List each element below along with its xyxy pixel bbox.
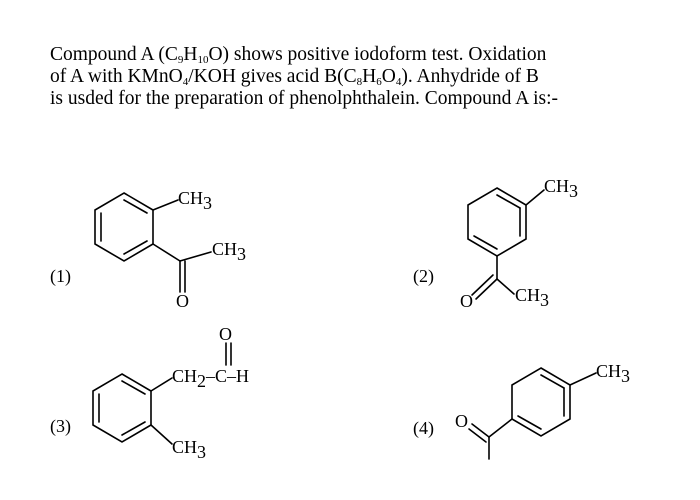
question-line-3: is usded for the preparation of phenolphthalein. Compound A is:- <box>50 88 558 109</box>
option-3-benzene-ring <box>93 374 151 442</box>
option-4-benzene-ring <box>512 368 570 436</box>
option-2-ch3-bottom: CH3 <box>515 285 550 310</box>
option-1[interactable] <box>50 188 246 311</box>
option-3[interactable] <box>50 324 249 462</box>
question-line-1: Compound A $(C_9H_{10}O)$ shows positive iodoform test. Oxidation <box>50 44 547 66</box>
option-3-structure <box>93 343 231 444</box>
option-1-ch3-top: CH3 <box>178 188 213 213</box>
option-2-structure <box>468 188 544 299</box>
option-3-chain: CH2–C–H <box>172 366 250 391</box>
option-3-oxygen: O <box>219 324 232 344</box>
option-1-benzene-ring <box>95 193 153 261</box>
option-2-ch3-top: CH3 <box>544 176 579 201</box>
option-3-ch3-bottom: CH3 <box>172 437 207 462</box>
option-2-oxygen: O <box>460 291 473 311</box>
option-1-label: (1) <box>50 266 71 286</box>
option-2[interactable] <box>413 176 578 311</box>
option-3-label: (3) <box>50 416 71 436</box>
option-2-benzene-ring <box>468 188 526 256</box>
option-2-label: (2) <box>413 266 434 286</box>
option-1-oxygen: O <box>176 291 189 311</box>
option-4-oxygen: O <box>455 411 468 431</box>
option-4-ch3-top: CH3 <box>596 361 631 386</box>
question-line-2: of A with KMnO$_4$/KOH gives acid $B(C_8H_6O_4)$. Anhydride of B <box>50 66 539 88</box>
option-4-label: (4) <box>413 418 434 438</box>
option-1-ch3-side: CH3 <box>212 239 247 264</box>
option-4-structure <box>469 368 596 459</box>
option-4[interactable] <box>413 361 630 459</box>
